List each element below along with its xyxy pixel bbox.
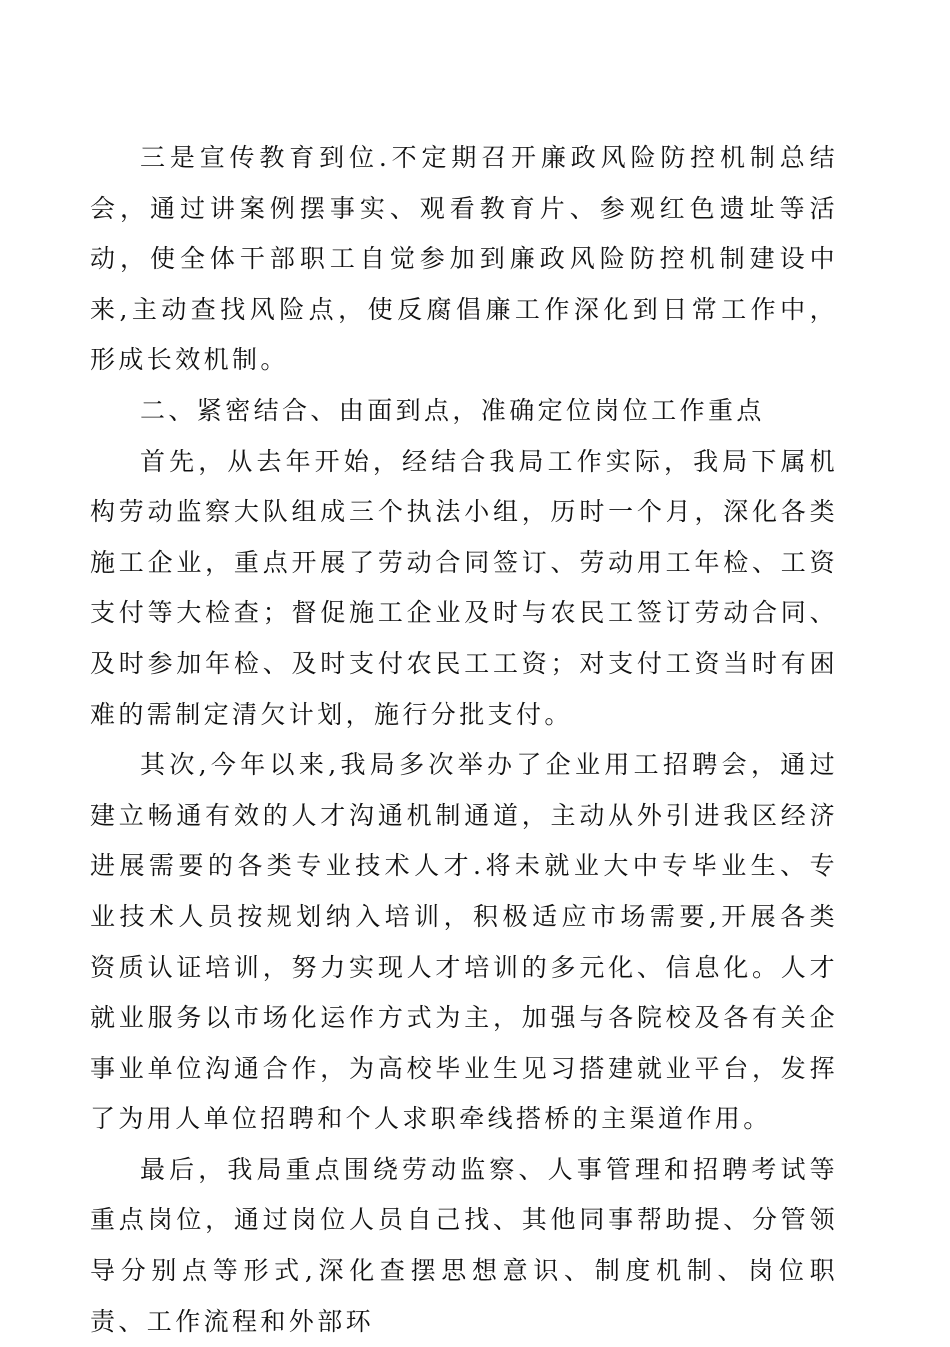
section-heading-two: 二、紧密结合、由面到点，准确定位岗位工作重点 [140, 395, 765, 425]
document-body [90, 133, 838, 1347]
paragraph-publicity-education: 三是宣传教育到位.不定期召开廉政风险防控机制总结会，通过讲案例摆事实、观看教育片、参观红色遗址等活动，使全体干部职工自觉参加到廉政风险防控机制建设中来,主动查找风险点，使反腐倡廉工作深化到日常工作中，形成长效机制。 [90, 143, 838, 375]
paragraph-last-key-positions: 最后，我局重点围绕劳动监察、人事管理和招聘考试等重点岗位，通过岗位人员自己找、其他同事帮助提、分管领导分别点等形式,深化查摆思想意识、制度机制、岗位职责、工作流程和外部环 [90, 1154, 838, 1336]
paragraph-first-labor-inspection: 首先，从去年开始，经结合我局工作实际，我局下属机构劳动监察大队组成三个执法小组，历时一个月，深化各类施工企业，重点开展了劳动合同签订、劳动用工年检、工资支付等大检查；督促施工企业及时与农民工签订劳动合同、及时参加年检、及时支付农民工工资；对支付工资当时有困难的需制定清欠计划，施行分批支付。 [90, 446, 838, 729]
paragraph-second-recruitment: 其次,今年以来,我局多次举办了企业用工招聘会，通过建立畅通有效的人才沟通机制通道，主动从外引进我区经济进展需要的各类专业技术人才.将未就业大中专毕业生、专业技术人员按规划纳入培训，积极适应市场需要,开展各类资质认证培训，努力实现人才培训的多元化、信息化。人才就业服务以市场化运作方式为主，加强与各院校及各有关企事业单位沟通合作，为高校毕业生见习搭建就业平台，发挥了为用人单位招聘和个人求职牵线搭桥的主渠道作用。 [90, 750, 838, 1134]
